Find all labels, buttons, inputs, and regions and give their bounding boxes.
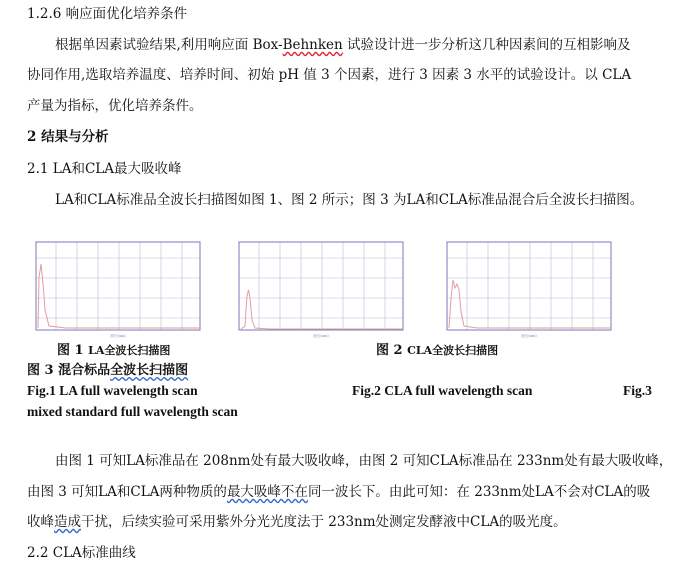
x-axis-label: 波长(nm) (521, 334, 537, 338)
section-2-1-heading: 2.1 LA和CLA最大吸收峰 (27, 161, 182, 177)
paragraph-line (27, 483, 650, 501)
text-run: 由图 3 可知LA和CLA两种物质的 (27, 484, 227, 500)
figure-1-chart (26, 238, 202, 338)
paragraph-line: 产量为指标，优化培养条件。 (27, 98, 203, 114)
spellcheck-word: 造成 (54, 514, 81, 530)
section-2-2-heading: 2.2 CLA标准曲线 (27, 545, 136, 561)
figure-2-caption-en: Fig.2 CLA full wavelength scan (352, 383, 533, 398)
paragraph-line (55, 36, 631, 54)
spellcheck-word: 最大吸峰不在 (226, 484, 308, 500)
section-2-heading: 2 结果与分析 (27, 129, 109, 145)
figure-2-chart (229, 238, 405, 338)
text-run: LA全波长扫描图 (88, 344, 171, 357)
text-run: 图 2 (376, 343, 408, 358)
section-1-2-6-heading: 1.2.6 响应面优化培养条件 (27, 6, 188, 22)
figure-1-caption-en: Fig.1 LA full wavelength scan (27, 383, 198, 398)
figure-3-caption-cn (27, 363, 188, 379)
text-run: 收峰 (27, 514, 54, 530)
paragraph-line (27, 513, 567, 531)
text-run: CLA全波长扫描图 (407, 344, 499, 357)
paragraph-line: 协同作用,选取培养温度、培养时间、初始 pH 值 3 个因素，进行 3 因素 3 水平的试验设计。以 CLA (27, 67, 632, 83)
text-run: 干扰，后续实验可采用紫外分光光度法于 233nm处测定发酵液中CLA的吸光度。 (81, 514, 567, 530)
figure-3-caption-en: Fig.3 (623, 383, 652, 398)
text-run: 试验设计进一步分析这几种因素间的互相影响及 (342, 37, 631, 53)
paragraph-line: LA和CLA标准品全波长扫描图如图 1、图 2 所示；图 3 为LA和CLA标准品混合后全波长扫描图。 (55, 192, 644, 208)
spellcheck-word: 全波长扫描图 (110, 363, 189, 378)
figure-3-caption-en-continued: mixed standard full wavelength scan (27, 404, 238, 419)
figure-3-chart (437, 238, 613, 338)
text-run: 图 3 混合标品 (27, 363, 111, 378)
x-axis-label: 波长(nm) (313, 334, 329, 338)
figure-1-caption-cn (57, 343, 170, 359)
text-run: 同一波长下。由此可知：在 233nm处LA不会对CLA的吸 (307, 484, 651, 500)
paragraph-line: 由图 1 可知LA标准品在 208nm处有最大吸收峰，由图 2 可知CLA标准品在 233nm处有最大吸收峰， (55, 453, 673, 469)
figure-2-caption-cn (376, 343, 498, 359)
spellcheck-word: Behnken (282, 37, 343, 53)
text-run: 图 1 (57, 343, 89, 358)
text-run: 根据单因素试验结果,利用响应面 Box- (55, 37, 283, 53)
x-axis-label: 波长(nm) (110, 334, 126, 338)
